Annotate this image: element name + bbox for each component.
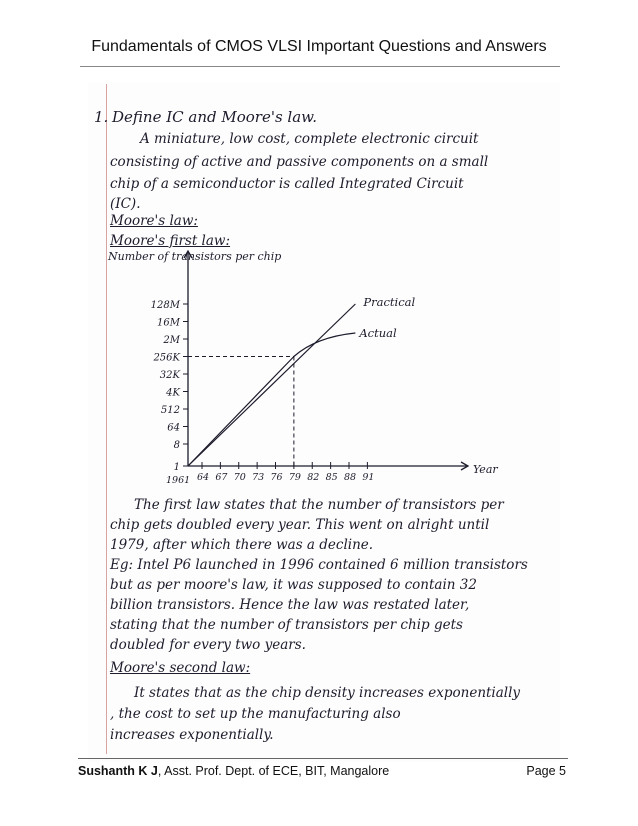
chart-y-axis-label: Number of transistors per chip	[108, 250, 282, 263]
definition-line: (IC).	[110, 196, 141, 212]
second-law-heading: Moore's second law:	[110, 660, 251, 676]
second-law-line: , the cost to set up the manufacturing also	[110, 706, 401, 722]
chart-y-tick-label: 32K	[159, 370, 180, 381]
chart-x-tick-label: 67	[215, 472, 228, 483]
chart-y-tick-label: 8	[173, 440, 180, 451]
moores-law-heading: Moore's law:	[110, 213, 198, 229]
chart-y-tick-label: 16M	[157, 317, 180, 329]
series-practical-line	[188, 304, 355, 466]
chart-y-ticks	[151, 300, 188, 473]
question-text: Define IC and Moore's law.	[112, 108, 317, 126]
definition-line: A miniature, low cost, complete electronic circuit	[140, 131, 479, 147]
chart-y-tick-label: 128M	[150, 300, 180, 311]
first-law-line: stating that the number of transistors per chip gets	[110, 617, 463, 633]
second-law-line: increases exponentially.	[110, 727, 274, 743]
first-law-line: billion transistors. Hence the law was restated later,	[110, 597, 470, 613]
chart-x-tick-label: 73	[252, 472, 265, 483]
chart-axes	[184, 251, 468, 470]
footer-credit	[78, 764, 389, 778]
page-header: Fundamentals of CMOS VLSI Important Questions and Answers	[91, 38, 547, 55]
chart-y-tick-label: 512	[160, 405, 180, 416]
second-law-line: It states that as the chip density increases exponentially	[134, 685, 521, 701]
footer-divider	[78, 758, 568, 759]
chart-x-tick-label: 82	[307, 472, 320, 483]
chart-x-tick-label: 79	[288, 472, 301, 483]
chart-y-tick-label: 2M	[163, 335, 180, 346]
chart-x-tick-label: 1961	[166, 475, 191, 486]
first-law-line: chip gets doubled every year. This went on alright until	[110, 517, 490, 533]
chart-y-tick-label: 1	[173, 462, 180, 473]
series-actual-label: Actual	[359, 326, 397, 340]
first-law-line: Eg: Intel P6 launched in 1996 contained 6 million transistors	[110, 557, 528, 573]
first-law-line: doubled for every two years.	[110, 637, 306, 653]
question-number: 1.	[94, 108, 109, 126]
first-law-line: but as per moore's law, it was supposed to contain 32	[110, 577, 477, 593]
footer-affiliation: , Asst. Prof. Dept. of ECE, BIT, Mangalore	[157, 764, 390, 778]
chart-x-tick-label: 64	[197, 472, 210, 483]
chart-x-tick-label: 85	[325, 472, 338, 483]
chart-series	[188, 295, 416, 466]
chart-y-tick-label: 256K	[153, 352, 180, 364]
chart-x-tick-label: 70	[233, 472, 246, 483]
first-law-heading: Moore's first law:	[110, 233, 231, 249]
chart-y-tick-label: 64	[167, 422, 180, 434]
footer-author: Sushanth K J	[78, 764, 158, 778]
footer-page-number: Page 5	[526, 764, 566, 778]
chart-x-tick-label: 88	[344, 472, 357, 483]
series-actual-line	[188, 333, 355, 466]
first-law-line: 1979, after which there was a decline.	[110, 537, 374, 553]
first-law-line: The first law states that the number of transistors per	[134, 497, 504, 513]
chart-x-axis-label: Year	[473, 463, 498, 476]
series-practical-label: Practical	[363, 295, 416, 309]
chart-x-tick-label: 76	[270, 472, 283, 483]
chart-y-tick-label: 4K	[166, 387, 180, 399]
transistor-growth-chart	[98, 246, 518, 492]
header-divider	[80, 66, 560, 67]
definition-line: consisting of active and passive components on a small	[110, 154, 489, 170]
chart-x-tick-label: 91	[362, 472, 375, 483]
definition-line: chip of a semiconductor is called Integrated Circuit	[110, 176, 464, 192]
